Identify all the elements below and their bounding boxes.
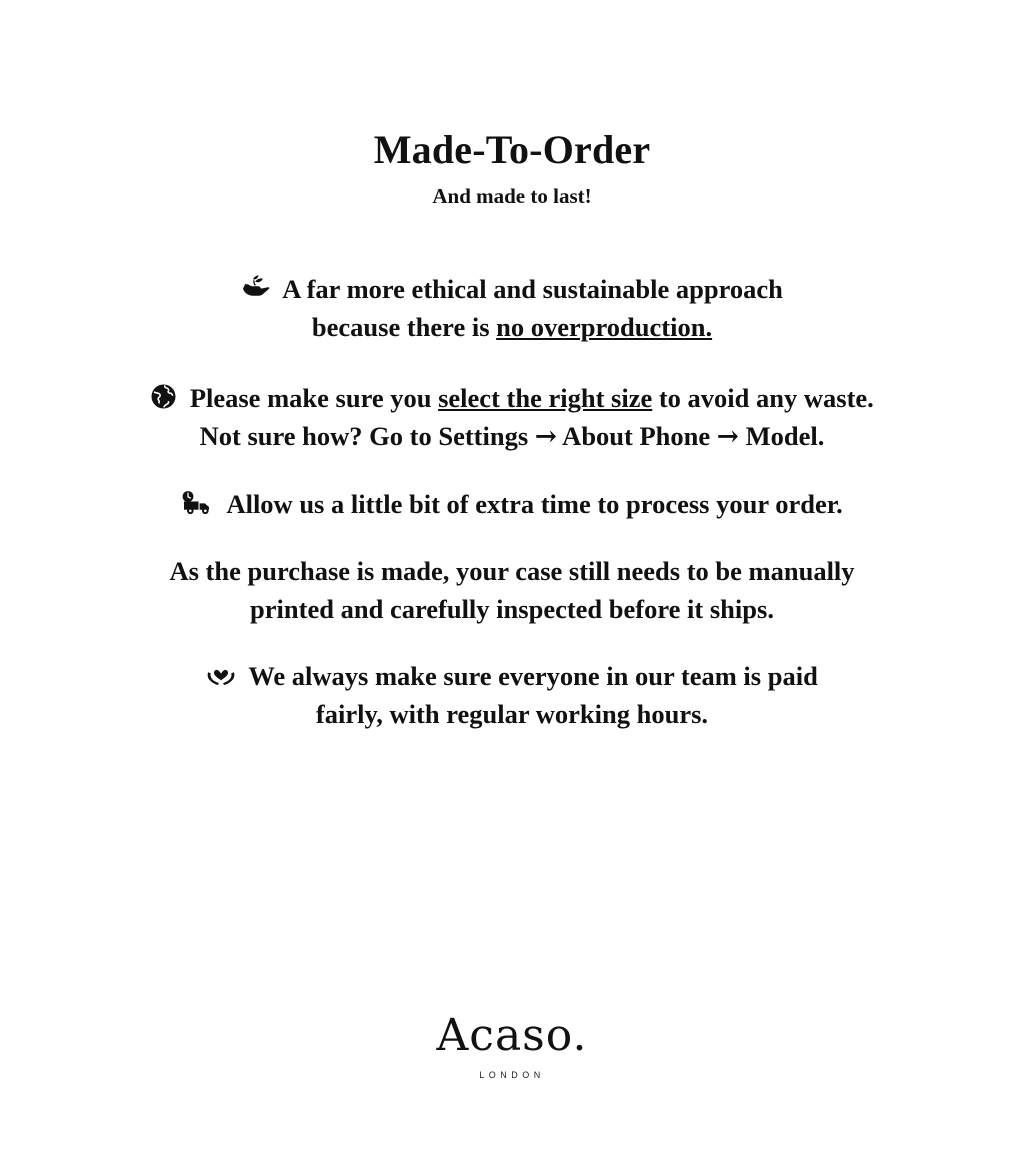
list-item bbox=[30, 553, 994, 628]
brand-logo: Acaso. bbox=[436, 1010, 588, 1061]
bullet-text: A far more ethical and sustainable approach bbox=[282, 274, 783, 304]
bullet-text: As the purchase is made, your case still needs to be manually bbox=[169, 556, 855, 587]
bullet-text: printed and carefully inspected before it ships. bbox=[250, 593, 774, 624]
bullet-text: fairly, with regular working hours. bbox=[315, 699, 709, 729]
bullet-text: We always make sure everyone in our team is paid bbox=[248, 661, 818, 692]
bullet-line bbox=[30, 658, 994, 696]
page-title: Made-To-Order bbox=[373, 127, 651, 172]
bullet-emphasis: no overproduction. bbox=[496, 311, 713, 342]
bullet-text: Model. bbox=[739, 420, 825, 451]
bullet-line bbox=[30, 380, 994, 418]
list-item bbox=[30, 380, 994, 455]
bullet-line bbox=[30, 418, 994, 456]
bullet-line bbox=[30, 591, 994, 629]
made-to-order-poster bbox=[0, 128, 1024, 1152]
bullet-line bbox=[30, 309, 994, 347]
list-item bbox=[30, 271, 994, 346]
page-subtitle: And made to last! bbox=[432, 184, 592, 208]
bullet-line bbox=[30, 486, 994, 524]
bullet-emphasis: select the right size bbox=[438, 383, 653, 414]
brand-location: LONDON bbox=[479, 1070, 545, 1080]
bullet-line bbox=[30, 553, 994, 591]
sprout-in-hand-icon bbox=[241, 273, 271, 301]
list-item bbox=[30, 658, 994, 733]
bullet-text: Allow us a little bit of extra time to process your order. bbox=[226, 488, 843, 519]
bullet-text: to avoid any waste. bbox=[652, 383, 874, 414]
globe-warning-icon bbox=[150, 383, 177, 410]
bullet-text: Please make sure you bbox=[189, 383, 439, 414]
list-item bbox=[30, 486, 994, 524]
bullet-list bbox=[0, 271, 1024, 734]
bullet-line bbox=[30, 271, 994, 309]
heart-in-hands-icon bbox=[206, 662, 236, 688]
bullet-text: because there is bbox=[311, 311, 497, 342]
bullet-text: About Phone bbox=[557, 420, 717, 451]
arrow-right-icon: → bbox=[716, 420, 740, 452]
heading-block bbox=[0, 128, 1024, 209]
delivery-truck-clock-icon bbox=[181, 490, 215, 516]
arrow-right-icon: → bbox=[534, 420, 558, 452]
bullet-text: Not sure how? Go to Settings bbox=[199, 420, 535, 451]
bullet-line bbox=[30, 696, 994, 734]
